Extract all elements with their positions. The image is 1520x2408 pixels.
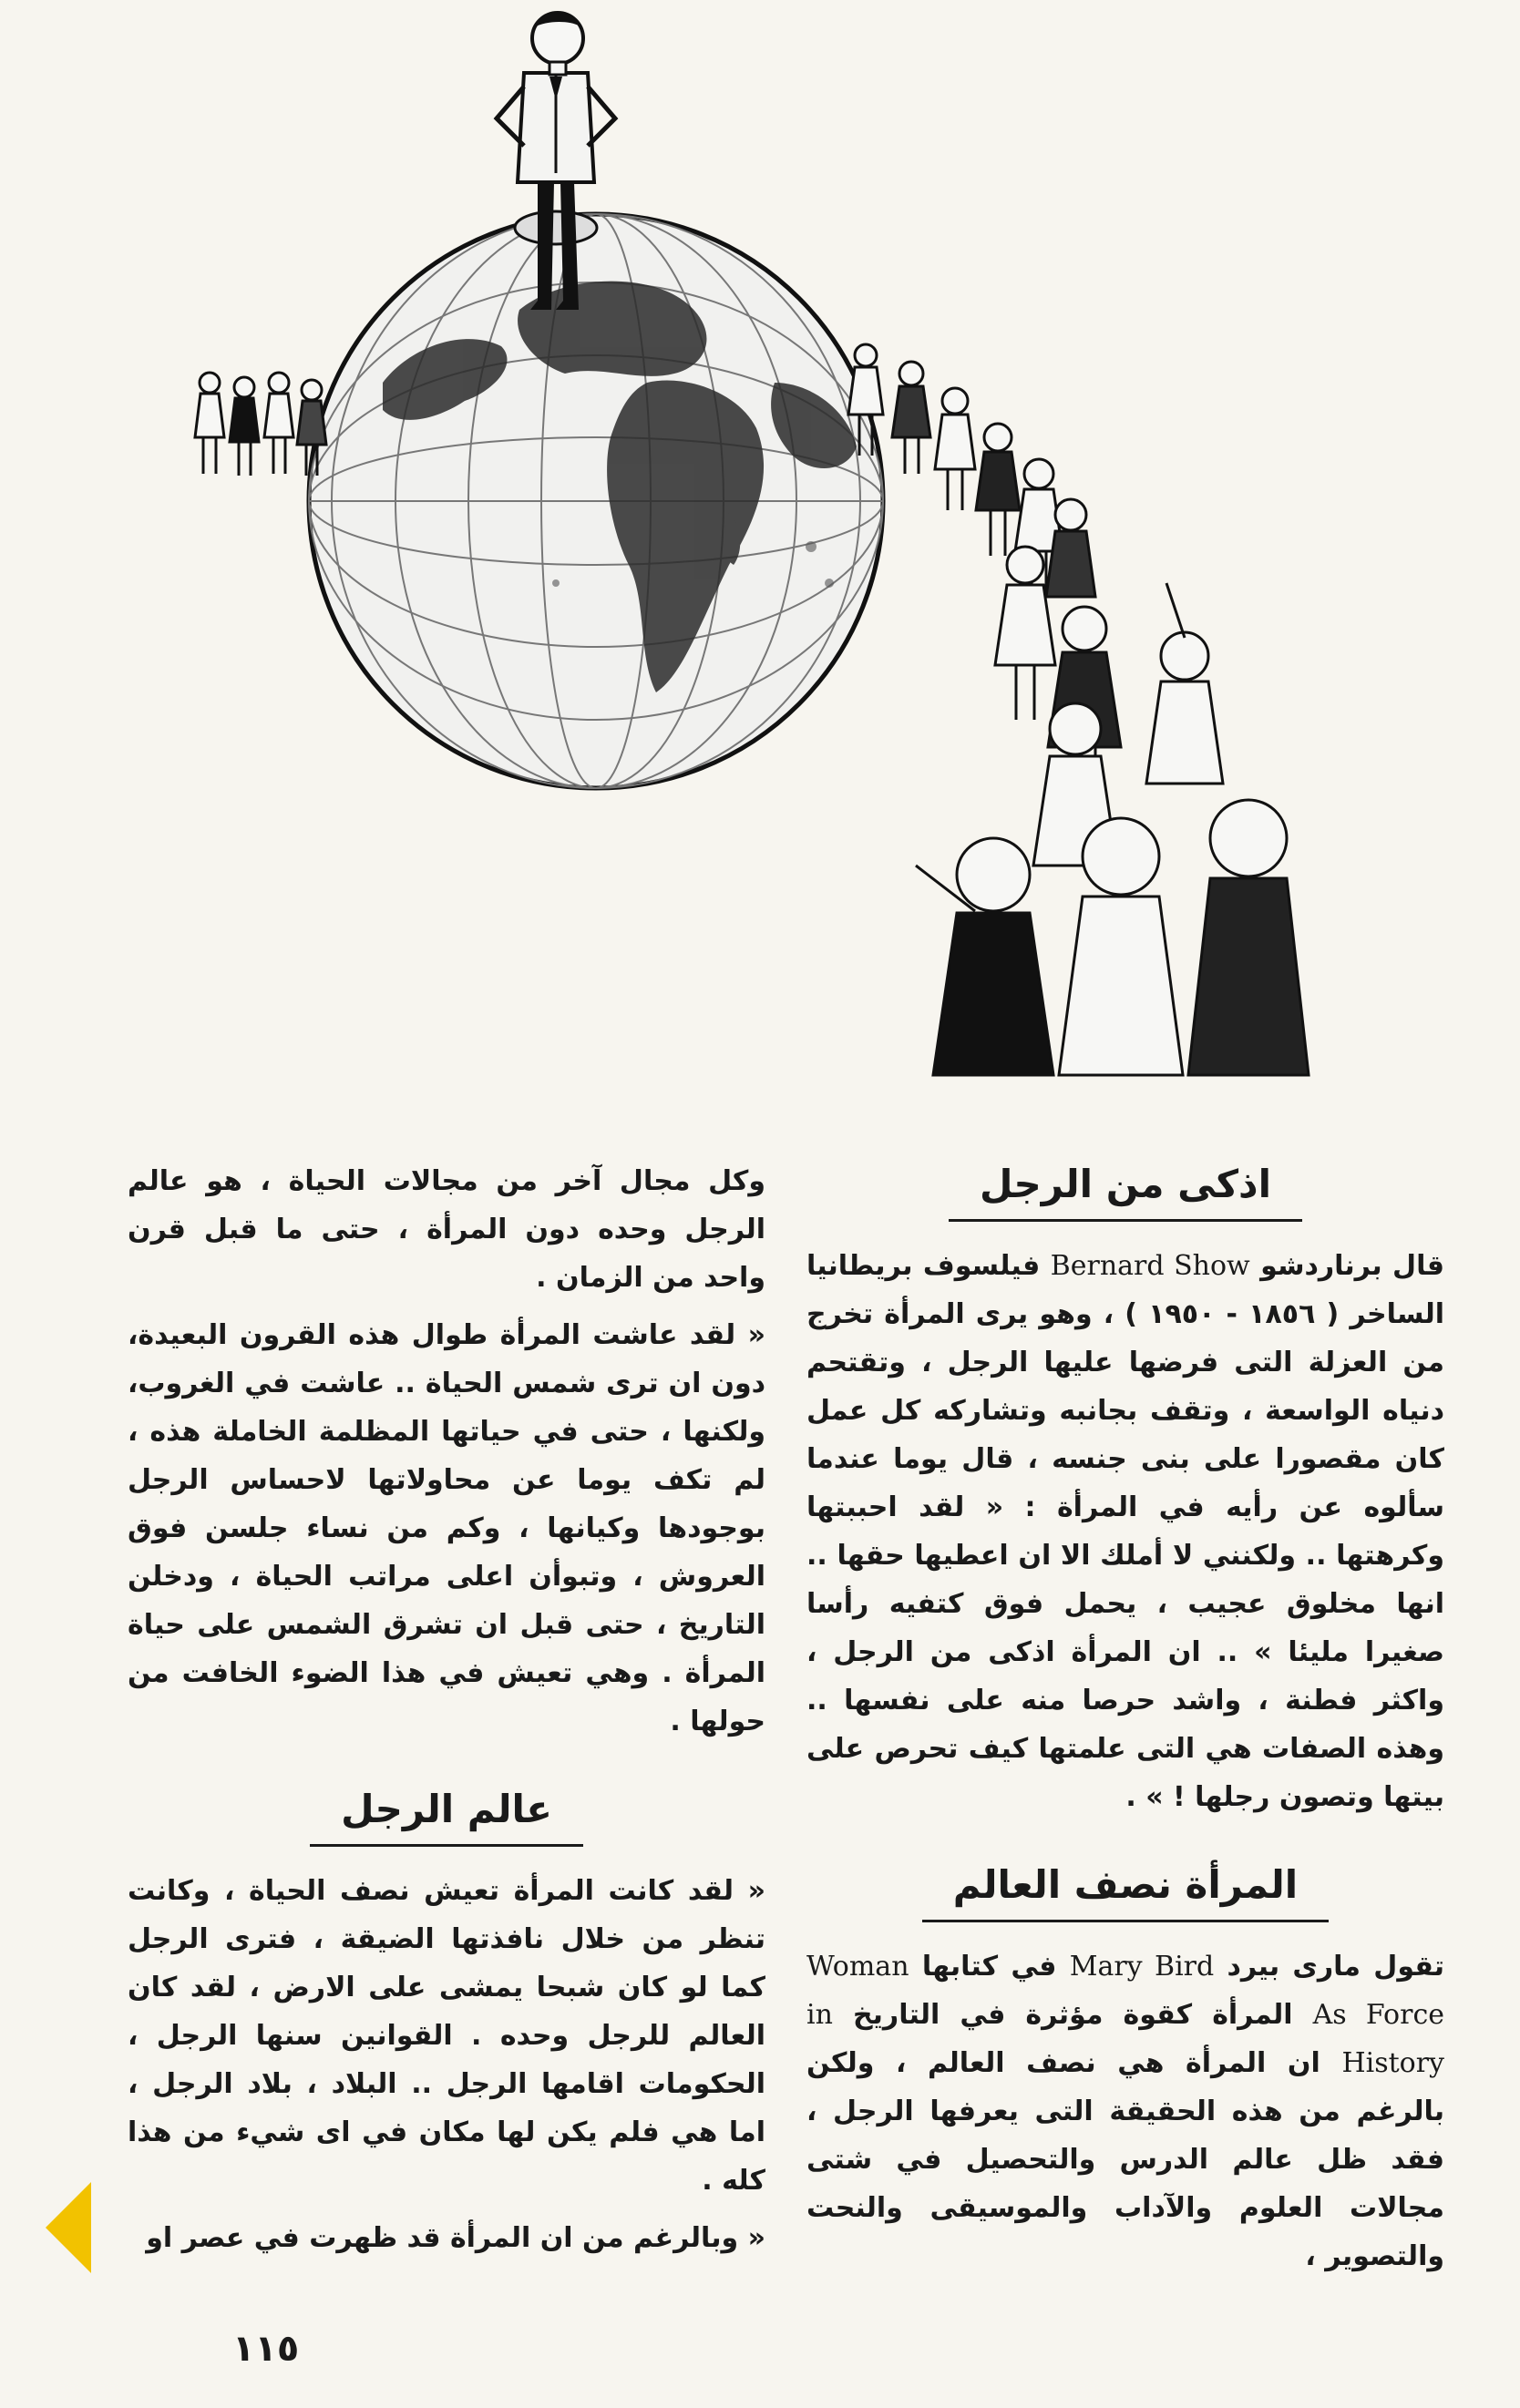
paragraph-half-life: « لقد كانت المرأة تعيش نصف الحياة ، وكانت تنظر من خلال نافذتها الضيقة ، فترى الرجل كما لو كان شبحا يمشى على الارض ، لقد كان العالم للرجل وحده . القوانين سنها الرجل ، الحكومات اقامها الرجل .. البلاد ، بلاد الرجل ، اما هي فلم يكن لها مكان في اى شيء من هذا كله . (128, 1875, 765, 2197)
text-span: فيلسوف بريطانيا الساخر ( ١٨٥٦ - ١٩٥٠ ) ، وهو يرى المرأة تخرج من العزلة التى فرضها عليها الرجل ، وتقتحم دنياه الواسعة ، وتقف بجانبه وتشاركه كل عمل كان مقصورا على بنى جنسه ، قال يوما عندما سألوه عن رأيه في المرأة : « لقد احببتها وكرهتها .. ولكنني لا أملك الا ان اعطيها حقها .. انها مخلوق عجيب ، يحمل فوق كتفيه رأسا صغيرا مليئا » .. ان المرأة اذكى من الرجل ، واكثر فطنة ، واشد حرصا منه على نفسها .. وهذه الصفات هي التى علمتها كيف تحرص على بيتها وتصون رجلها ! » . (806, 1250, 1445, 1813)
paragraph-bernard-show (806, 1242, 1444, 1821)
english-book-title: in History (806, 1999, 1444, 2079)
paragraph-centuries: « لقد عاشت المرأة طوال هذه القرون البعيدة، دون ان ترى شمس الحياة .. عاشت في الغروب، ولكنها ، حتى في حياتها المظلمة الخاملة هذه ، لم تكف يوما عن محاولاتها لاحساس الرجل بوجودها وكيانها ، وكم من نساء جلسن فوق العروش ، وتبوأن اعلى مراتب الحياة ، ودخلن التاريخ ، حتى قبل ان تشرق الشمس على حياة المرأة . وهي تعيش في هذا الضوء الخافت من حولها . (128, 1319, 765, 1737)
paragraph-despite: « وبالرغم من ان المرأة قد ظهرت في عصر او (146, 2222, 765, 2254)
text-span: قال برناردشو (1260, 1250, 1444, 1282)
heading-woman-half-world: المرأة نصف العالم (806, 1858, 1444, 1922)
text-span: ان المرأة هي نصف العالم ، ولكن بالرغم من هذه الحقيقة التى يعرفها الرجل ، فقد ظل عالم الدرس والتحصيل في شتى مجالات العلوم والآداب والموسيقى والنحت والتصوير ، (806, 2047, 1444, 2272)
english-name: Bernard Show (1050, 1250, 1250, 1282)
text-span: المرأة كقوة مؤثرة في التاريخ (853, 1999, 1293, 2031)
article-right-column (806, 1157, 1444, 2290)
crowd-right (848, 344, 1309, 1075)
english-name: Mary Bird (1069, 1951, 1215, 1983)
paragraph-continuation: وكل مجال آخر من مجالات الحياة ، هو عالم الرجل وحده دون المرأة ، حتى ما قبل قرن واحد من الزمان . (128, 1165, 765, 1294)
crowd-left (195, 373, 326, 476)
paragraph-mary-bird (806, 1942, 1444, 2280)
text-span: تقول مارى بيرد (1227, 1951, 1445, 1983)
page-number: ١١٥ (232, 2328, 300, 2370)
globe (309, 214, 883, 788)
heading-mans-world: عالم الرجل (128, 1782, 765, 1847)
english-book-title: Woman As Force (806, 1951, 1445, 2031)
triangle-left-icon[interactable] (46, 2182, 91, 2273)
article-left-column (128, 1157, 765, 2271)
text-span: في كتابها (921, 1951, 1057, 1983)
heading-smarter-than-man: اذكى من الرجل (806, 1157, 1444, 1222)
globe-illustration (173, 0, 1358, 1093)
